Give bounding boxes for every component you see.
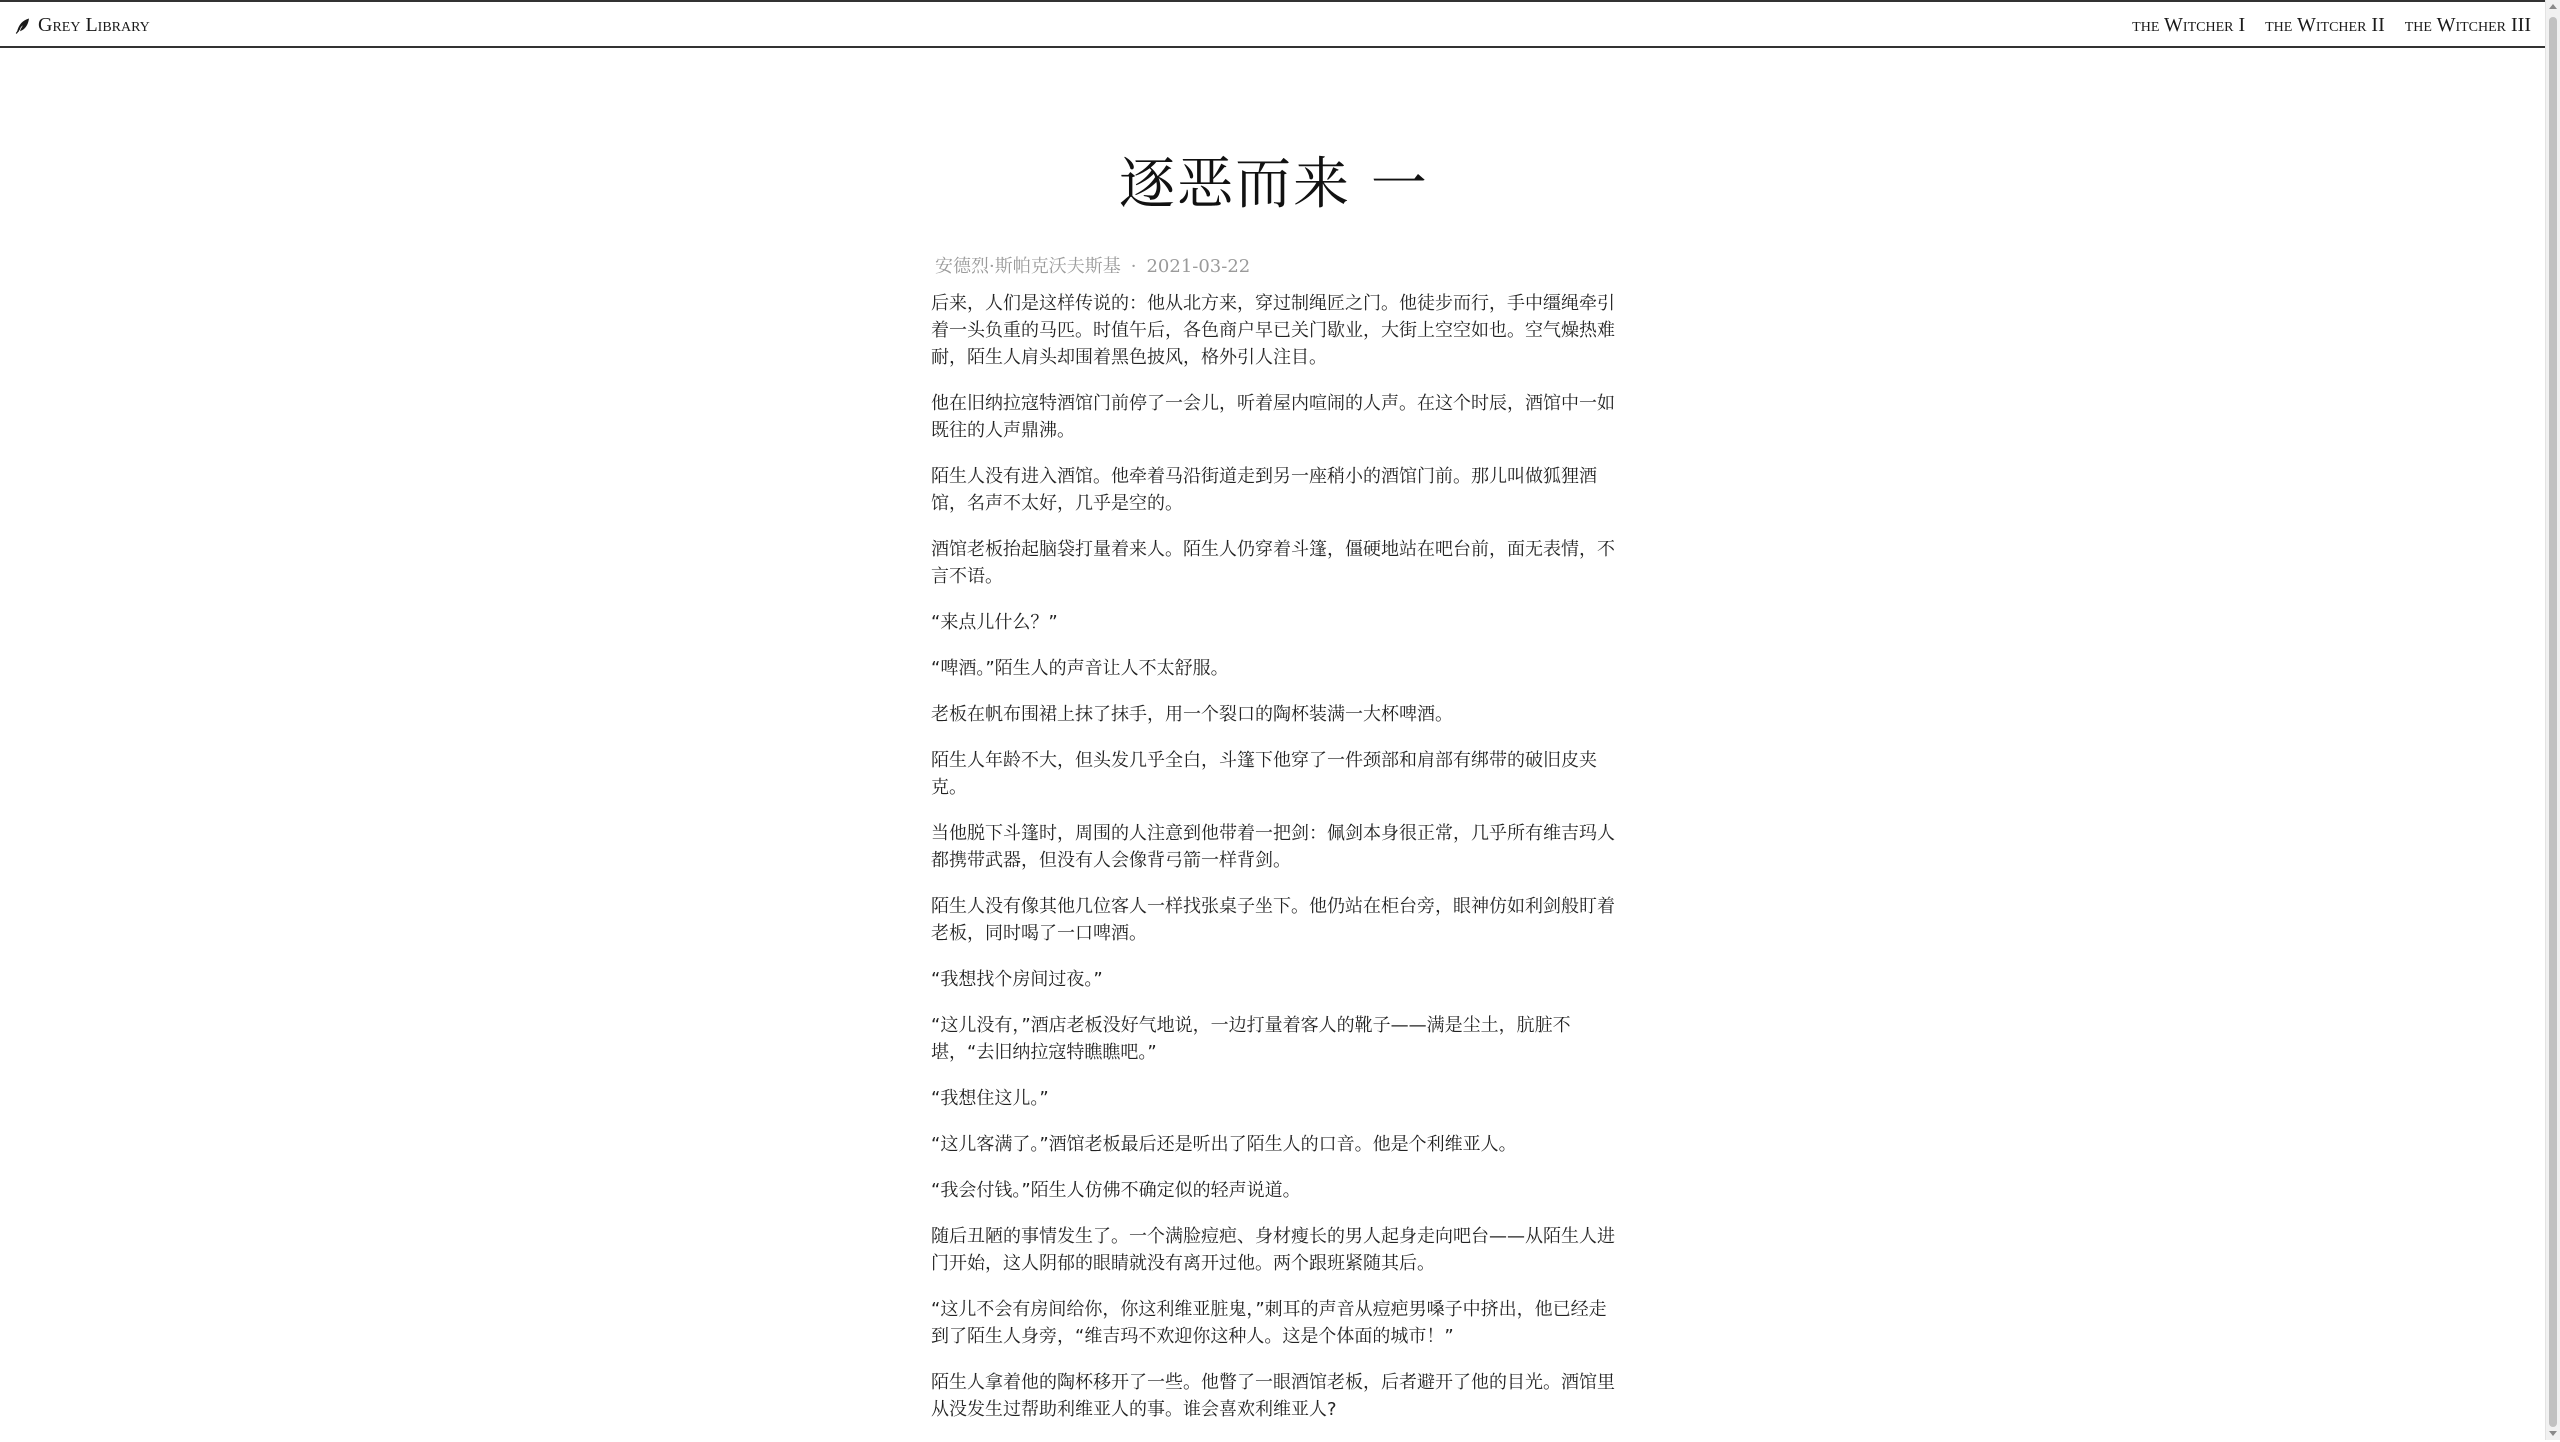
nav-link-witcher-1[interactable]: the Witcher I [2132,14,2246,36]
article-paragraph: 酒馆老板抬起脑袋打量着来人。陌生人仍穿着斗篷，僵硬地站在吧台前，面无表情，不言不语。 [931,539,1615,587]
meta-separator: · [1130,256,1137,277]
article-paragraph: 他在旧纳拉寇特酒馆门前停了一会儿，听着屋内喧闹的人声。在这个时辰，酒馆中一如既往的人声鼎沸。 [931,393,1615,441]
article-paragraph: “我会付钱。”陌生人仿佛不确定似的轻声说道。 [931,1180,1301,1201]
feather-icon [14,17,32,35]
article-paragraph: “这儿没有，”酒店老板没好气地说，一边打量着客人的靴子——满是尘土，肮脏不堪，“去旧纳拉寇特瞧瞧吧。” [931,1015,1571,1063]
brand-link[interactable] [14,14,150,37]
article-paragraph: “我想住这儿。” [931,1088,1049,1109]
main-nav [2132,14,2531,37]
article-paragraph: “来点儿什么？” [931,612,1058,633]
scrollbar-thumb[interactable] [2549,17,2557,1427]
article-paragraph: “啤酒。”陌生人的声音让人不太舒服。 [931,658,1229,679]
article-title: 逐恶而来 一 [1119,152,1429,217]
article-paragraph: 随后丑陋的事情发生了。一个满脸痘疤、身材瘦长的男人起身走向吧台——从陌生人进门开始，这人阴郁的眼睛就没有离开过他。两个跟班紧随其后。 [931,1226,1615,1274]
page-scrollbar[interactable] [2545,0,2560,1440]
article-paragraph: “这儿客满了。”酒馆老板最后还是听出了陌生人的口音。他是个利维亚人。 [931,1134,1517,1155]
nav-link-witcher-2[interactable]: the Witcher II [2265,14,2385,36]
article-date: 2021-03-22 [1146,256,1251,277]
article-paragraph: “我想找个房间过夜。” [931,969,1103,990]
article-paragraph: 后来，人们是这样传说的：他从北方来，穿过制绳匠之门。他徒步而行，手中缰绳牵引着一头负重的马匹。时值午后，各色商户早已关门歇业，大街上空空如也。空气燥热难耐，陌生人肩头却围着黑色披风，格外引人注目。 [931,293,1615,368]
article-paragraph: 陌生人没有像其他几位客人一样找张桌子坐下。他仍站在柜台旁，眼神仿如利剑般盯着老板，同时喝了一口啤酒。 [931,896,1615,944]
article-paragraph: 老板在帆布围裙上抹了抹手，用一个裂口的陶杯装满一大杯啤酒。 [931,704,1453,725]
scroll-down-arrow-icon[interactable] [2549,1431,2557,1436]
article-content [931,290,1617,1423]
article-paragraph: 陌生人拿着他的陶杯移开了一些。他瞥了一眼酒馆老板，后者避开了他的目光。酒馆里从没发生过帮助利维亚人的事。谁会喜欢利维亚人? [931,1372,1615,1420]
article-paragraph: 当他脱下斗篷时，周围的人注意到他带着一把剑：佩剑本身很正常，几乎所有维吉玛人都携带武器，但没有人会像背弓箭一样背剑。 [931,823,1615,871]
article-paragraph: 陌生人没有进入酒馆。他牵着马沿街道走到另一座稍小的酒馆门前。那儿叫做狐狸酒馆，名声不太好，几乎是空的。 [931,466,1597,514]
article-paragraph: “这儿不会有房间给你，你这利维亚脏鬼，”刺耳的声音从痘疤男嗓子中挤出，他已经走到了陌生人身旁，“维吉玛不欢迎你这种人。这是个体面的城市！” [931,1299,1607,1347]
brand-label: Grey Library [38,14,150,36]
top-navigation-bar [0,0,2545,48]
article-meta [935,252,1617,278]
article [931,140,1617,1442]
article-paragraph: 陌生人年龄不大，但头发几乎全白，斗篷下他穿了一件颈部和肩部有绑带的破旧皮夹克。 [931,750,1597,798]
scroll-up-arrow-icon[interactable] [2549,4,2557,9]
nav-link-witcher-3[interactable]: the Witcher III [2404,14,2531,36]
article-author: 安德烈·斯帕克沃夫斯基 [935,256,1121,277]
